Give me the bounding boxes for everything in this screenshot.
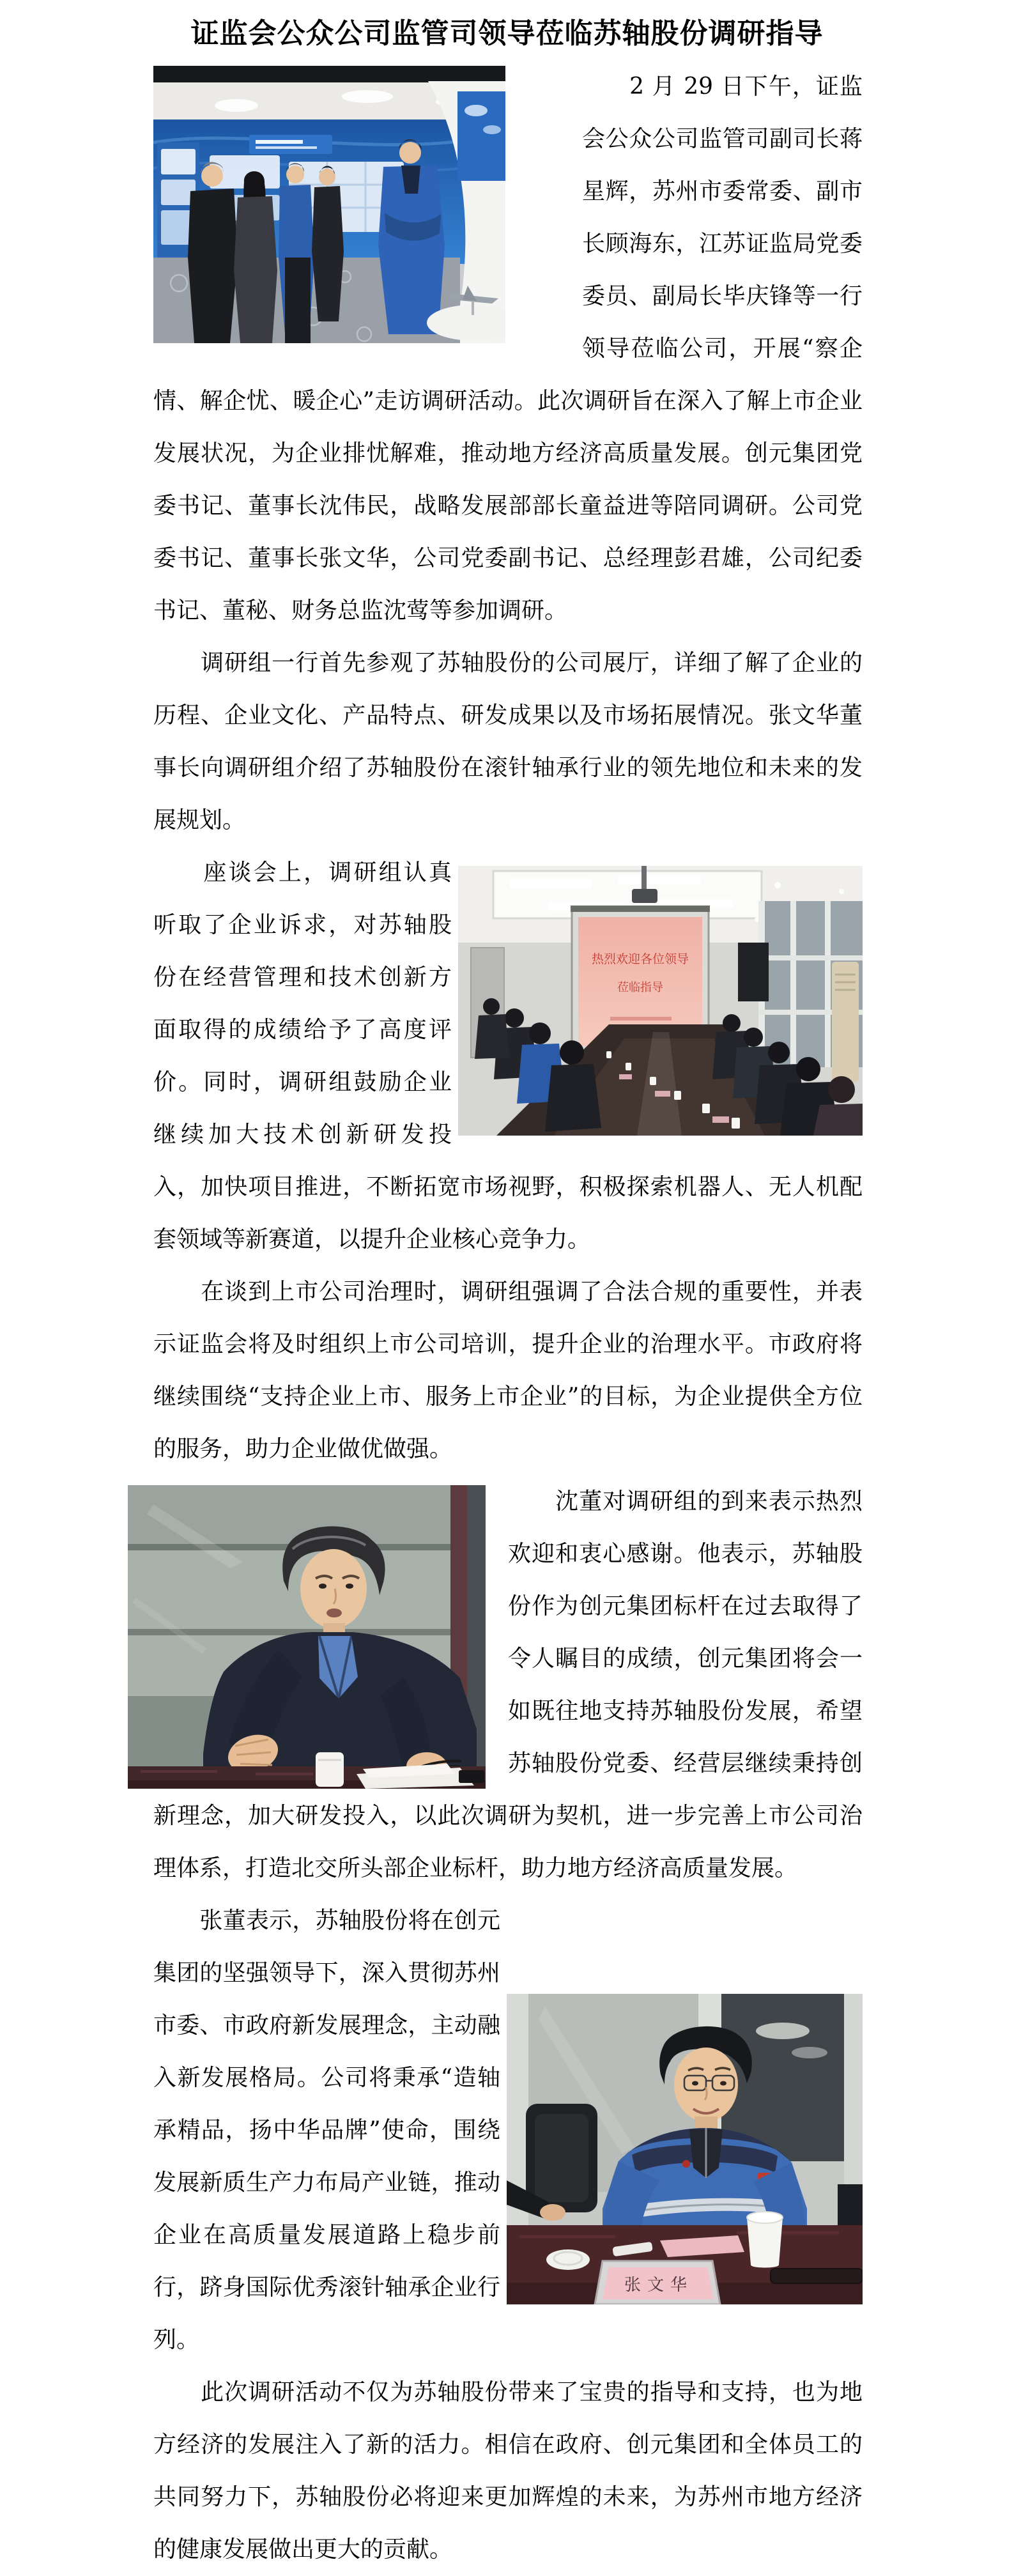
name-placard — [595, 2261, 720, 2304]
paragraph-3 — [153, 847, 863, 1266]
screen-welcome-line2: 莅临指导 — [617, 981, 663, 994]
paragraph-2 — [153, 637, 863, 847]
paragraph-1-text: 2 月 29 日下午，证监会公众公司监管司副司长蒋星辉，苏州市委常委、副市长顾海东，江苏证监局党委委员、副局长毕庆锋等一行领导莅临公司，开展“察企情、解企忧、暖企心”走访调研活动。此次调研旨在深入了解上市企业发展状况，为企业排忧解难，推动地方经济高质量发展。创元集团党委书记、董事长沈伟民，战略发展部部长童益进等陪同调研。公司党委书记、董事长张文华，公司党委副书记、总经理彭君雄，公司纪委书记、董秘、财务总监沈莺等参加调研。 — [153, 73, 863, 624]
photo-showroom-visit — [153, 66, 505, 343]
page-title: 证监会公众公司监管司领导莅临苏轴股份调研指导 — [190, 17, 824, 50]
paragraph-5-text: 沈董对调研组的到来表示热烈欢迎和衷心感谢。他表示，苏轴股份作为创元集团标杆在过去取得了令人瞩目的成绩，创元集团将会一如既往地支持苏轴股份发展，希望苏轴股份党委、经营层继续秉持创新理念，加大研发投入，以此次调研为契机，进一步完善上市公司治理体系，打造北交所头部企业标杆，助力地方经济高质量发展。 — [153, 1488, 863, 1881]
photo-zhang-speaking — [507, 1994, 863, 2304]
paragraph-7 — [153, 2366, 863, 2576]
paragraph-2-text: 调研组一行首先参观了苏轴股份的公司展厅，详细了解了企业的历程、企业文化、产品特点、研发成果以及市场拓展情况。张文华董事长向调研组介绍了苏轴股份在滚针轴承行业的领先地位和未来的发展规划。 — [153, 650, 863, 833]
air-conditioner — [832, 962, 859, 1082]
paragraph-7-text: 此次调研活动不仅为苏轴股份带来了宝贵的指导和支持，也为地方经济的发展注入了新的活力。相信在政府、创元集团和全体员工的共同努力下，苏轴股份必将迎来更加辉煌的未来，为苏州市地方经济的健康发展做出更大的贡献。 — [153, 2379, 863, 2563]
paragraph-5 — [153, 1476, 863, 1895]
photo-meeting-room — [458, 866, 863, 1136]
notebook — [459, 1770, 484, 1783]
wall-display — [738, 943, 769, 1001]
paragraph-6 — [153, 1895, 863, 2366]
paragraph-4-text: 在谈到上市公司治理时，调研组强调了合法合规的重要性，并表示证监会将及时组织上市公司培训，提升企业的治理水平。市政府将继续围绕“支持企业上市、服务上市企业”的目标，为企业提供全方位的服务，助力企业做优做强。 — [153, 1279, 863, 1462]
guide-person — [378, 139, 445, 334]
placard-name-text: 张文华 — [624, 2276, 694, 2295]
paragraph-3-text: 座谈会上，调研组认真听取了企业诉求，对苏轴股份在经营管理和技术创新方面取得的成绩给予了高度评价。同时，调研组鼓励企业继续加大技术创新研发投入，加快项目推进，不断拓宽市场视野，积极探索机器人、无人机配套领域等新赛道，以提升企业核心竞争力。 — [153, 860, 863, 1253]
white-lid — [546, 2249, 590, 2270]
article-body — [153, 61, 863, 2576]
paragraph-1 — [153, 61, 863, 637]
paragraph-4 — [153, 1266, 863, 1476]
paper-cup — [747, 2212, 783, 2268]
cup — [316, 1752, 344, 1787]
photo-shen-speaking — [128, 1485, 486, 1789]
cable-box — [771, 2269, 863, 2283]
screen-welcome-line1: 热烈欢迎各位领导 — [591, 952, 689, 966]
paragraph-6-text: 张董表示，苏轴股份将在创元集团的坚强领导下，深入贯彻苏州市委、市政府新发展理念，主动融入新发展格局。公司将秉承“造轴承精品，扬中华品牌”使命，围绕发展新质生产力布局产业链，推动企业在高质量发展道路上稳步前行，跻身国际优秀滚针轴承企业行列。 — [153, 1908, 500, 2353]
